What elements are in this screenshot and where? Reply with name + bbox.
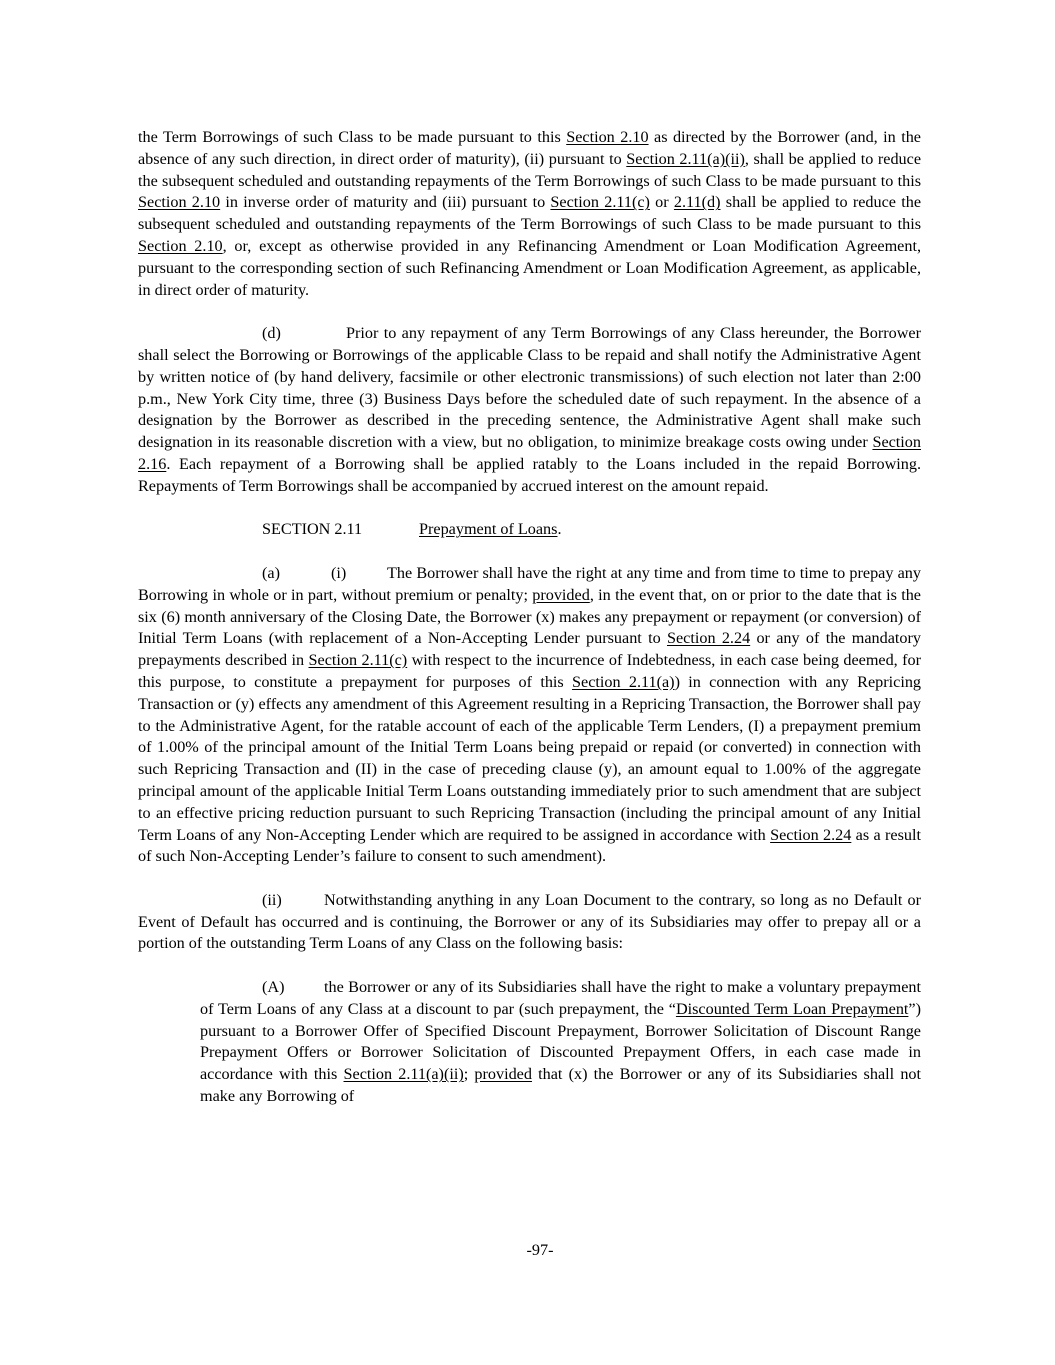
text-run: , in the event that, on or prior to the date that is the six (6) month anniversary of the Closing Date, the Borrower (x) makes any prepayment or repayment (or conversion) of Initial Term Loans (with replacement of a Non-Accepting Lender pursuant to (138, 585, 921, 648)
text-run: shall be applied to reduce the subsequent scheduled and outstanding repayments of the Term Borrowings of such Class to be made pursuant to this (138, 193, 921, 234)
paragraph (200, 977, 921, 1108)
text-run: the Term Borrowings of such Class to be made pursuant to this (138, 128, 567, 146)
section-title-suffix: . (557, 520, 562, 539)
paragraph (138, 563, 921, 868)
cross-reference: 2.11(d) (673, 193, 721, 212)
text-run: ; (463, 1065, 475, 1084)
text-run: Notwithstanding anything in any Loan Document to the contrary, so long as no Default or Event of Default has occurred and is continuing, the Borrower or any of its Subsidiaries may offer to prepay all or a portion of the outstanding Term Loans of any Class on the following basis: (138, 890, 921, 953)
cross-reference: Section 2.24 (770, 825, 852, 844)
cross-reference: Discounted Term Loan Prepayment (675, 999, 909, 1018)
text-run: the Borrower or any of its Subsidiaries shall have the right to make a voluntary prepayment of Term Loans of any Class at a discount to par (such prepayment, the “ (200, 978, 921, 1018)
text-run: , or, except as otherwise provided in any Refinancing Amendment or Loan Modification Agreement, pursuant to the corresponding section of such Refinancing Amendment or Loan Modification Agreement, as applicable, in direct order of maturity. (138, 236, 922, 299)
text-run: ”) pursuant to a Borrower Offer of Specified Discount Prepayment, Borrower Solicitation of Discount Range Prepayment Offers or Borrower Solicitation of Discounted Prepayment Offers, in each case made in accordance with this (200, 999, 921, 1084)
text-run: in inverse order of maturity and (iii) pursuant to (220, 193, 551, 212)
cross-reference: Section 2.10 (566, 128, 649, 146)
cross-reference: Section 2.11(a)(ii) (626, 149, 745, 168)
section-title: Prepayment of Loans (419, 520, 558, 539)
cross-reference: Section 2.11(c) (550, 193, 650, 212)
cross-reference: Section 2.11(a) (572, 672, 675, 691)
text-run: as a result of such Non-Accepting Lender’s failure to consent to such amendment). (138, 825, 922, 866)
cross-reference: provided (474, 1065, 532, 1084)
text-run: . Each repayment of a Borrowing shall be applied ratably to the Loans included in the repaid Borrowing. Repayments of Term Borrowings shall be accompanied by accrued interest on the amount repaid. (138, 454, 921, 495)
text-run: ) in connection with any Repricing Transaction or (y) effects any amendment of this Agreement resulting in a Repricing Transaction, the Borrower shall pay to the Administrative Agent, for the ratable account of each of the applicable Term Lenders, (I) a prepayment premium of 1.00% of the principal amount of the Initial Term Loans being prepaid or repaid (or converted) in connection with such Repricing Transaction and (II) in the case of preceding clause (y), an amount equal to 1.00% of the aggregate principal amount of the applicable Initial Term Loans outstanding immediately prior to such amendment that are subject to an effective pricing reduction pursuant to such Repricing Transaction (including the principal amount of any Initial Term Loans of any Non-Accepting Lender which are required to be assigned in accordance with (138, 672, 922, 844)
text-run: The Borrower shall have the right at any time and from time to time to prepay any Borrowing in whole or in part, without premium or penalty; (138, 563, 921, 604)
text-run: with respect to the incurrence of Indebtedness, in each case being deemed, for this purpose, to constitute a prepayment for purposes of this (138, 651, 922, 691)
cross-reference: provided (532, 585, 590, 604)
document-page (138, 127, 921, 1130)
text-run: Prior to any repayment of any Term Borrowings of any Class hereunder, the Borrower shall select the Borrowing or Borrowings of the applicable Class to be repaid and shall notify the Administrative Agent by written notice of (by hand delivery, facsimile or other electronic transmissions) of such election not later than 2:00 p.m., New York City time, three (3) Business Days before the scheduled date of such repayment. In the absence of a designation by the Borrower as described in the preceding sentence, the Administrative Agent shall make such designation in its reasonable discretion with a view, but no obligation, to minimize breakage costs owing under (138, 324, 921, 452)
cross-reference: Section 2.10 (138, 236, 223, 255)
cross-reference: Section 2.16 (138, 433, 921, 473)
cross-reference: Section 2.11(a)(ii) (343, 1065, 464, 1084)
paragraph (138, 127, 921, 301)
section-heading (138, 519, 921, 541)
clause-label: (A) (262, 978, 285, 997)
paragraphs-after-heading (138, 563, 921, 1108)
paragraphs-before-heading (138, 127, 921, 498)
clause-label: (a) (262, 563, 280, 582)
text-run: or (649, 193, 674, 212)
cross-reference: Section 2.11(c) (308, 651, 408, 670)
text-run: that (x) the Borrower or any of its Subsidiaries shall not make any Borrowing of (200, 1065, 922, 1106)
clause-label: (ii) (262, 890, 282, 909)
clause-label: (d) (262, 324, 281, 343)
clause-label: (i) (331, 563, 347, 582)
text-run: as directed by the Borrower (and, in the absence of any such direction, in direct order of maturity), (ii) pursuant to (138, 128, 921, 168)
page-number: -97- (526, 1241, 554, 1259)
cross-reference: Section 2.10 (138, 193, 221, 212)
text-run: or any of the mandatory prepayments described in (138, 629, 921, 670)
text-run: , shall be applied to reduce the subsequent scheduled and outstanding repayments of the Term Borrowings of such Class to be made pursuant to this (138, 149, 922, 190)
paragraph (138, 323, 921, 497)
cross-reference: Section 2.24 (666, 629, 751, 648)
section-number: SECTION 2.11 (262, 520, 363, 539)
paragraph (138, 890, 921, 955)
